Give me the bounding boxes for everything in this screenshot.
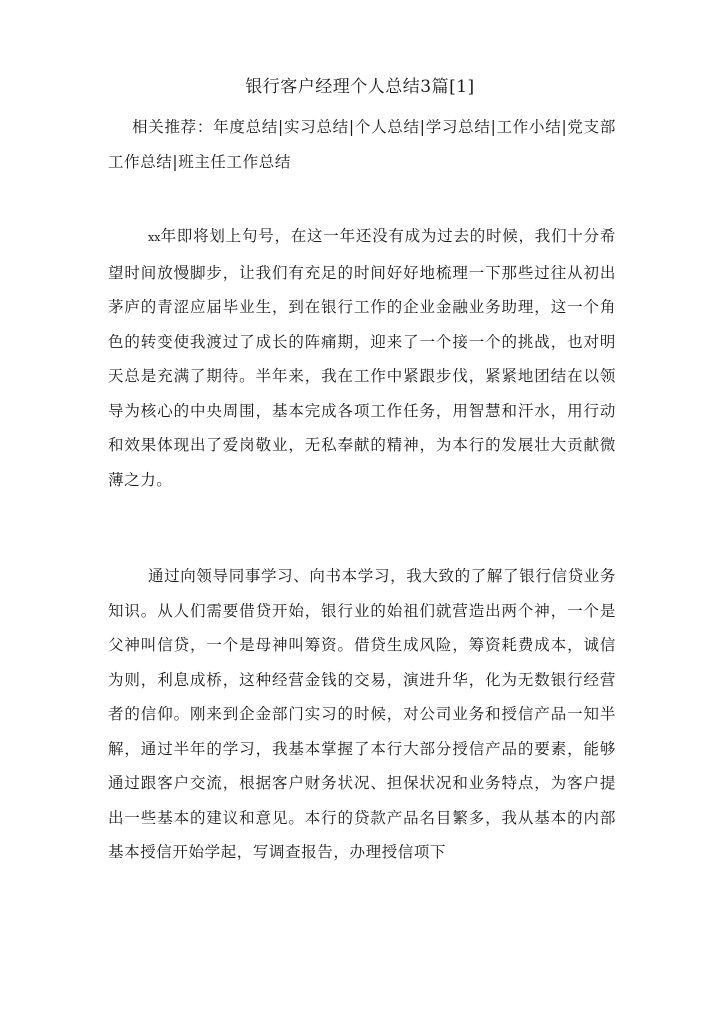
- paragraph-1-text: 年即将划上句号，在这一年还没有成为过去的时候，我们十分希望时间放慢脚步，让我们有充足的时间好好地梳理一下那些过往从初出茅庐的青涩应届毕业生，到在银行工作的企业金融业务助理，这一个角色的转变使我渡过了成长的阵痛期，迎来了一个接一个的挑战，也对明天总是充满了期待。半年来，我在工作中紧跟步伐，紧紧地团结在以领导为核心的中央周围，基本完成各项工作任务，用智慧和汗水，用行动和效果体现出了爱岗敬业，无私奉献的精神，为本行的发展壮大贡献微薄之力。: [108, 227, 616, 489]
- year-placeholder: xx: [148, 231, 161, 244]
- body-paragraph-1: [108, 219, 616, 497]
- related-recommendations: 相关推荐：年度总结|实习总结|个人总结|学习总结|工作小结|党支部工作总结|班主任工作总结: [108, 118, 616, 171]
- document-title: 银行客户经理个人总结3篇[1]: [245, 77, 475, 97]
- body-paragraph-2: 通过向领导同事学习、向书本学习，我大致的了解了银行信贷业务知识。从人们需要借贷开始，银行业的始祖们就营造出两个神，一个是父神叫信贷，一个是母神叫筹资。借贷生成风险，筹资耗费成本，诚信为则，利息成桥，这种经营金钱的交易，演进升华，化为无数银行经营者的信仰。刚来到企金部门实习的时候，对公司业务和授信产品一知半解，通过半年的学习，我基本掌握了本行大部分授信产品的要素，能够通过跟客户交流，根据客户财务状况、担保状况和业务特点，为客户提出一些基本的建议和意见。本行的贷款产品名目繁多，我从基本的内部基本授信开始学起，写调查报告，办理授信项下: [108, 567, 616, 861]
